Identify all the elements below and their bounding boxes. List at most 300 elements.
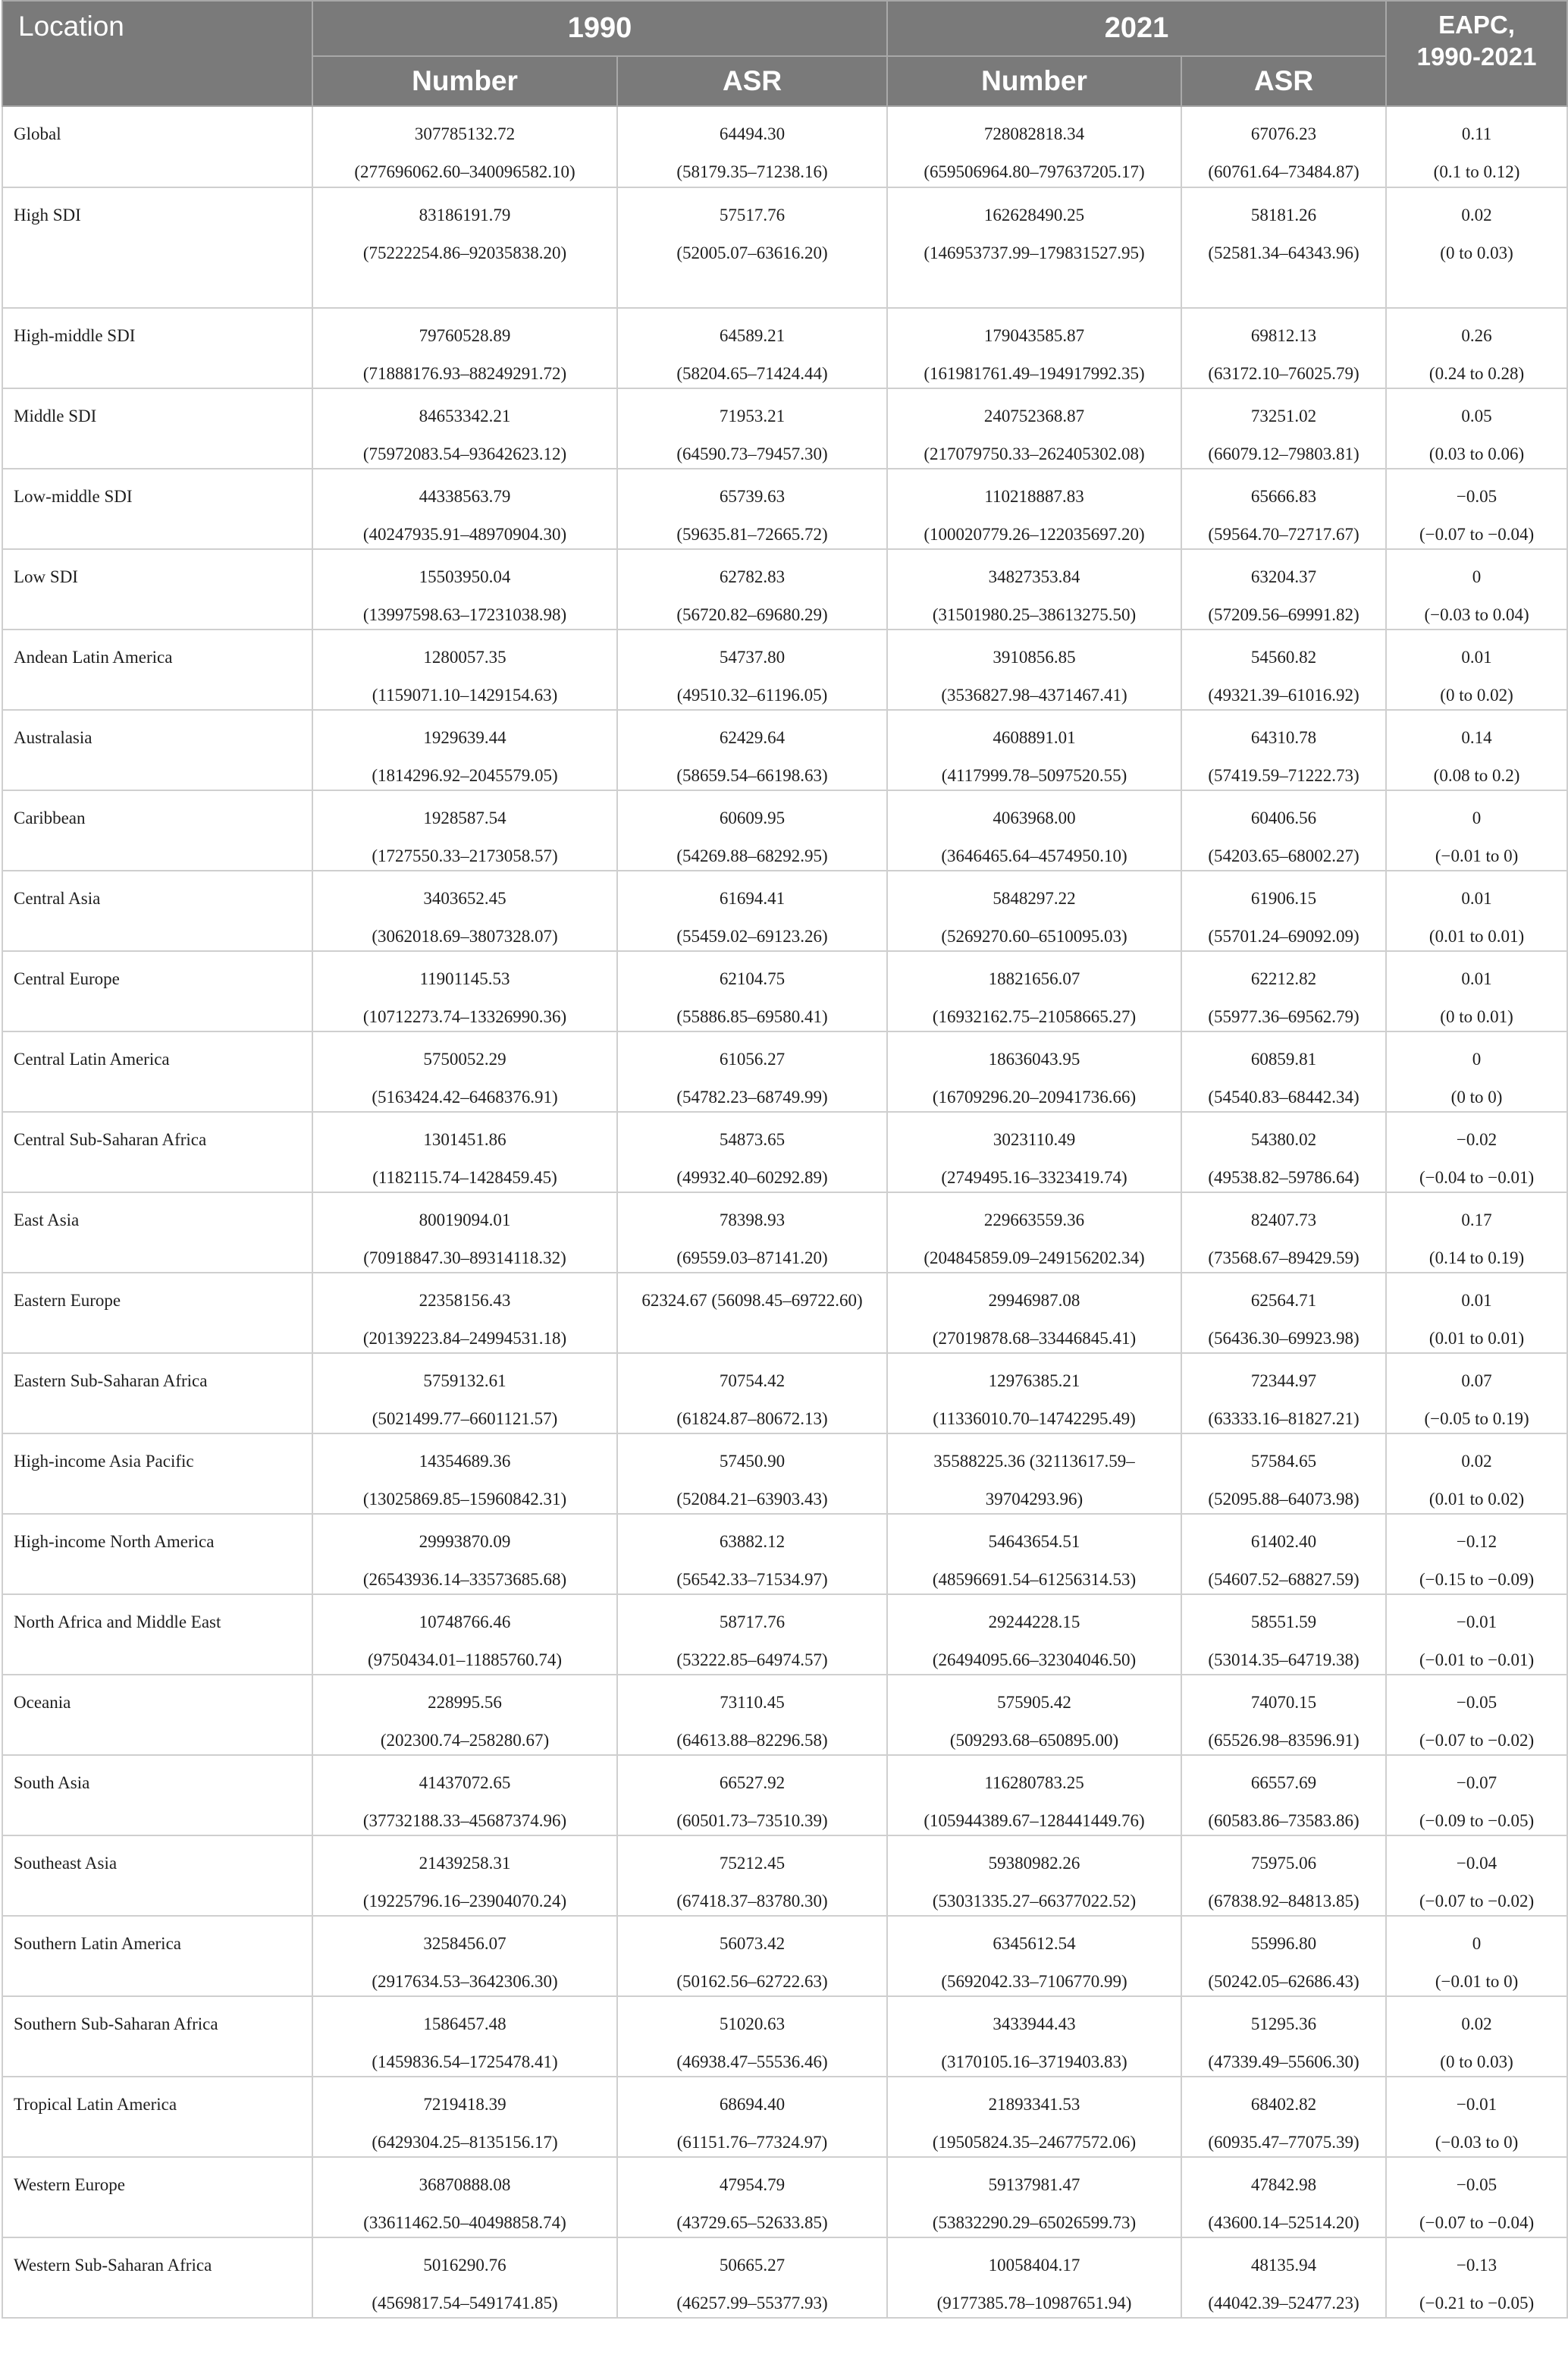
value: −0.05 — [1456, 1693, 1497, 1712]
value: 41437072.65 — [419, 1773, 511, 1792]
cell-eapc — [1386, 1112, 1567, 1192]
value: −0.12 — [1456, 1532, 1497, 1551]
header-asr-2021: ASR — [1181, 56, 1386, 106]
uncertainty-interval: (2917634.53–3642306.30) — [372, 1972, 558, 1991]
value: 63882.12 — [719, 1532, 786, 1551]
value: 82407.73 — [1250, 1210, 1317, 1229]
uncertainty-interval: (55459.02–69123.26) — [676, 927, 828, 946]
cell-number-2021 — [887, 1031, 1181, 1112]
cell-number-2021 — [887, 2237, 1181, 2318]
uncertainty-interval: (47339.49–55606.30) — [1208, 2052, 1359, 2071]
cell-number-1990 — [312, 2237, 617, 2318]
cell-asr-1990 — [617, 2077, 887, 2157]
value: 60859.81 — [1250, 1050, 1317, 1069]
cell-number-1990 — [312, 308, 617, 388]
value: 59380982.26 — [988, 1854, 1080, 1873]
cell-location — [2, 1675, 312, 1755]
cell-eapc — [1386, 1273, 1567, 1353]
value: 70754.42 — [719, 1371, 786, 1390]
value: 79760528.89 — [419, 326, 511, 345]
location-name: High SDI — [14, 206, 81, 224]
cell-asr-2021 — [1181, 549, 1386, 630]
value: 3023110.49 — [993, 1130, 1076, 1149]
value: 58181.26 — [1250, 206, 1317, 224]
uncertainty-interval: (13997598.63–17231038.98) — [362, 605, 567, 624]
cell-number-1990 — [312, 1433, 617, 1514]
cell-asr-2021 — [1181, 308, 1386, 388]
cell-location — [2, 469, 312, 549]
value: 75212.45 — [719, 1854, 786, 1873]
cell-location — [2, 951, 312, 1031]
uncertainty-interval: (0.24 to 0.28) — [1428, 364, 1525, 383]
uncertainty-interval: (0.14 to 0.19) — [1428, 1248, 1525, 1267]
cell-location — [2, 1996, 312, 2077]
location-name: Australasia — [14, 728, 93, 747]
cell-location — [2, 2077, 312, 2157]
value: 58717.76 — [719, 1612, 786, 1631]
uncertainty-interval: (−0.07 to −0.04) — [1419, 2213, 1535, 2232]
value: 116280783.25 — [984, 1773, 1084, 1792]
value: 62212.82 — [1250, 969, 1317, 988]
cell-location — [2, 106, 312, 187]
cell-eapc — [1386, 1996, 1567, 2077]
uncertainty-interval: (54540.83–68442.34) — [1208, 1088, 1359, 1107]
value: 35588225.36 (32113617.59– — [933, 1452, 1135, 1471]
uncertainty-interval: (44042.39–52477.23) — [1208, 2294, 1359, 2312]
value: 3258456.07 — [423, 1934, 506, 1953]
value: 44338563.79 — [419, 487, 511, 506]
uncertainty-interval: (61824.87–80672.13) — [676, 1409, 828, 1428]
cell-asr-1990 — [617, 1433, 887, 1514]
uncertainty-interval: (−0.09 to −0.05) — [1419, 1811, 1535, 1830]
cell-number-2021 — [887, 1916, 1181, 1996]
uncertainty-interval: (57419.59–71222.73) — [1208, 766, 1359, 785]
cell-eapc — [1386, 308, 1567, 388]
cell-eapc — [1386, 1675, 1567, 1755]
table-row — [2, 790, 1567, 871]
value: 73251.02 — [1250, 407, 1317, 425]
value: 34827353.84 — [988, 567, 1080, 586]
value: −0.05 — [1456, 487, 1497, 506]
value: 1586457.48 — [423, 2014, 506, 2033]
cell-asr-2021 — [1181, 1835, 1386, 1916]
cell-number-1990 — [312, 1192, 617, 1273]
cell-location — [2, 2237, 312, 2318]
cell-location — [2, 710, 312, 790]
value: 64494.30 — [719, 124, 786, 143]
cell-location — [2, 790, 312, 871]
value: 5759132.61 — [423, 1371, 506, 1390]
cell-asr-1990 — [617, 1835, 887, 1916]
location-name: North Africa and Middle East — [14, 1612, 221, 1631]
value: 307785132.72 — [414, 124, 516, 143]
uncertainty-interval: (54269.88–68292.95) — [676, 846, 828, 865]
cell-number-1990 — [312, 2157, 617, 2237]
cell-eapc — [1386, 1835, 1567, 1916]
uncertainty-interval: (58659.54–66198.63) — [676, 766, 828, 785]
cell-eapc — [1386, 1353, 1567, 1433]
data-table — [2, 0, 1568, 2319]
value: 18821656.07 — [988, 969, 1080, 988]
value: −0.01 — [1456, 1612, 1497, 1631]
cell-number-2021 — [887, 951, 1181, 1031]
uncertainty-interval: (55977.36–69562.79) — [1208, 1007, 1359, 1026]
value: 5750052.29 — [423, 1050, 506, 1069]
header-number-2021: Number — [887, 56, 1181, 106]
cell-asr-2021 — [1181, 2237, 1386, 2318]
value: 62104.75 — [719, 969, 786, 988]
uncertainty-interval: (67418.37–83780.30) — [676, 1892, 828, 1911]
cell-asr-2021 — [1181, 388, 1386, 469]
uncertainty-interval: (64613.88–82296.58) — [676, 1731, 828, 1750]
value: 1301451.86 — [423, 1130, 506, 1149]
uncertainty-interval: (58179.35–71238.16) — [676, 162, 828, 181]
uncertainty-interval: (6429304.25–8135156.17) — [372, 2133, 558, 2152]
cell-asr-2021 — [1181, 106, 1386, 187]
table-row — [2, 1755, 1567, 1835]
cell-number-2021 — [887, 1996, 1181, 2077]
value: 21893341.53 — [988, 2095, 1080, 2114]
cell-asr-2021 — [1181, 871, 1386, 951]
value: 67076.23 — [1250, 124, 1317, 143]
value: 14354689.36 — [419, 1452, 511, 1471]
value: 4063968.00 — [993, 809, 1076, 827]
value: 48135.94 — [1250, 2256, 1317, 2275]
uncertainty-interval: (1727550.33–2173058.57) — [372, 846, 558, 865]
uncertainty-interval: (−0.07 to −0.02) — [1419, 1892, 1535, 1911]
value: 55996.80 — [1250, 1934, 1317, 1953]
uncertainty-interval: (5692042.33–7106770.99) — [941, 1972, 1127, 1991]
value: 21439258.31 — [419, 1854, 511, 1873]
cell-asr-2021 — [1181, 1996, 1386, 2077]
cell-asr-1990 — [617, 1112, 887, 1192]
location-name: Eastern Europe — [14, 1291, 121, 1310]
uncertainty-interval: (55886.85–69580.41) — [676, 1007, 828, 1026]
cell-asr-2021 — [1181, 710, 1386, 790]
cell-asr-1990 — [617, 951, 887, 1031]
value: 36870888.08 — [419, 2175, 511, 2194]
table-row — [2, 1433, 1567, 1514]
location-name: East Asia — [14, 1210, 80, 1229]
uncertainty-interval: (53031335.27–66377022.52) — [932, 1892, 1137, 1911]
cell-number-1990 — [312, 469, 617, 549]
cell-location — [2, 1755, 312, 1835]
uncertainty-interval: (204845859.09–249156202.34) — [924, 1248, 1145, 1267]
uncertainty-interval: (9750434.01–11885760.74) — [368, 1650, 562, 1669]
table-row — [2, 1594, 1567, 1675]
cell-eapc — [1386, 1594, 1567, 1675]
uncertainty-interval: (−0.15 to −0.09) — [1419, 1570, 1535, 1589]
cell-asr-1990 — [617, 1353, 887, 1433]
cell-number-2021 — [887, 2077, 1181, 2157]
cell-eapc — [1386, 1916, 1567, 1996]
uncertainty-interval: (49538.82–59786.64) — [1208, 1168, 1359, 1187]
cell-asr-2021 — [1181, 187, 1386, 308]
table-row — [2, 106, 1567, 187]
cell-number-1990 — [312, 1031, 617, 1112]
uncertainty-interval: (0 to 0.03) — [1440, 2052, 1513, 2071]
value: 5848297.22 — [993, 889, 1076, 908]
uncertainty-interval: (0 to 0.03) — [1440, 243, 1513, 262]
cell-asr-2021 — [1181, 1675, 1386, 1755]
cell-number-1990 — [312, 1996, 617, 2077]
uncertainty-interval: (−0.01 to 0) — [1435, 846, 1519, 865]
cell-number-2021 — [887, 710, 1181, 790]
value: 61056.27 — [719, 1050, 786, 1069]
cell-number-2021 — [887, 1594, 1181, 1675]
value: 47842.98 — [1250, 2175, 1317, 2194]
uncertainty-interval: (0 to 0.02) — [1440, 686, 1513, 705]
uncertainty-interval: (1459836.54–1725478.41) — [372, 2052, 558, 2071]
uncertainty-interval: (−0.07 to −0.02) — [1419, 1731, 1535, 1750]
table-row — [2, 469, 1567, 549]
cell-location — [2, 308, 312, 388]
table-row — [2, 549, 1567, 630]
uncertainty-interval: (5269270.60–6510095.03) — [941, 927, 1127, 946]
uncertainty-interval: (0.01 to 0.01) — [1428, 927, 1525, 946]
value: 1280057.35 — [423, 648, 506, 667]
uncertainty-interval: (73568.67–89429.59) — [1208, 1248, 1359, 1267]
cell-location — [2, 388, 312, 469]
uncertainty-interval: (63333.16–81827.21) — [1208, 1409, 1359, 1428]
table-row — [2, 308, 1567, 388]
uncertainty-interval: (1814296.92–2045579.05) — [372, 766, 558, 785]
cell-number-2021 — [887, 187, 1181, 308]
value: 57584.65 — [1250, 1452, 1317, 1471]
cell-asr-1990 — [617, 871, 887, 951]
cell-asr-2021 — [1181, 1433, 1386, 1514]
table-row — [2, 1353, 1567, 1433]
uncertainty-interval: (46938.47–55536.46) — [676, 2052, 828, 2071]
value: 6345612.54 — [993, 1934, 1076, 1953]
location-name: Western Sub-Saharan Africa — [14, 2256, 212, 2275]
value: 0.01 — [1461, 889, 1492, 908]
value: 64310.78 — [1250, 728, 1317, 747]
cell-asr-1990 — [617, 2157, 887, 2237]
value: 74070.15 — [1250, 1693, 1317, 1712]
table-row — [2, 1112, 1567, 1192]
value: 57450.90 — [719, 1452, 786, 1471]
cell-number-1990 — [312, 1594, 617, 1675]
value: 11901145.53 — [419, 969, 510, 988]
cell-eapc — [1386, 1514, 1567, 1594]
cell-number-2021 — [887, 630, 1181, 710]
value: 78398.93 — [719, 1210, 786, 1229]
value: 63204.37 — [1250, 567, 1317, 586]
table-row — [2, 871, 1567, 951]
cell-asr-1990 — [617, 630, 887, 710]
value: 73110.45 — [720, 1693, 785, 1712]
cell-eapc — [1386, 1755, 1567, 1835]
value: 0.07 — [1461, 1371, 1492, 1390]
value: 179043585.87 — [983, 326, 1085, 345]
value: −0.05 — [1456, 2175, 1497, 2194]
cell-number-1990 — [312, 549, 617, 630]
cell-number-2021 — [887, 1353, 1181, 1433]
uncertainty-interval: (49510.32–61196.05) — [676, 686, 828, 705]
uncertainty-interval: (69559.03–87141.20) — [676, 1248, 828, 1267]
location-name: Global — [14, 124, 61, 143]
cell-location — [2, 1273, 312, 1353]
uncertainty-interval: (75972083.54–93642623.12) — [362, 444, 567, 463]
location-name: Southern Latin America — [14, 1934, 181, 1953]
cell-number-1990 — [312, 1835, 617, 1916]
value: 110218887.83 — [984, 487, 1084, 506]
uncertainty-interval: (105944389.67–128441449.76) — [924, 1811, 1145, 1830]
cell-eapc — [1386, 1433, 1567, 1514]
header-eapc-line2: 1990-2021 — [1416, 42, 1537, 71]
cell-location — [2, 549, 312, 630]
table-row — [2, 1514, 1567, 1594]
cell-asr-1990 — [617, 469, 887, 549]
uncertainty-interval: (9177385.78–10987651.94) — [936, 2294, 1132, 2312]
cell-location — [2, 630, 312, 710]
location-name: High-income North America — [14, 1532, 215, 1551]
uncertainty-interval: (0.08 to 0.2) — [1433, 766, 1520, 785]
uncertainty-interval: (19225796.16–23904070.24) — [362, 1892, 567, 1911]
uncertainty-interval: (56542.33–71534.97) — [676, 1570, 828, 1589]
value: 3910856.85 — [993, 648, 1076, 667]
uncertainty-interval: (13025869.85–15960842.31) — [362, 1490, 567, 1509]
table-row — [2, 1273, 1567, 1353]
cell-number-2021 — [887, 308, 1181, 388]
value: 0.01 — [1461, 969, 1492, 988]
value: 64589.21 — [719, 326, 786, 345]
uncertainty-interval: (509293.68–650895.00) — [949, 1731, 1119, 1750]
value: 0 — [1472, 1050, 1482, 1069]
cell-asr-1990 — [617, 790, 887, 871]
header-eapc — [1386, 1, 1567, 106]
cell-asr-2021 — [1181, 1273, 1386, 1353]
location-name: High-middle SDI — [14, 326, 136, 345]
cell-eapc — [1386, 951, 1567, 1031]
uncertainty-interval: (5021499.77–6601121.57) — [372, 1409, 558, 1428]
uncertainty-interval: (49321.39–61016.92) — [1208, 686, 1359, 705]
location-name: Low-middle SDI — [14, 487, 133, 506]
cell-asr-2021 — [1181, 951, 1386, 1031]
value: 29244228.15 — [988, 1612, 1080, 1631]
cell-number-2021 — [887, 871, 1181, 951]
uncertainty-interval: (5163424.42–6468376.91) — [372, 1088, 558, 1107]
uncertainty-interval: (277696062.60–340096582.10) — [354, 162, 575, 181]
value: 0 — [1472, 809, 1482, 827]
value: 61694.41 — [719, 889, 786, 908]
uncertainty-interval: (10712273.74–13326990.36) — [362, 1007, 567, 1026]
uncertainty-interval: (46257.99–55377.93) — [676, 2294, 828, 2312]
location-name: Southeast Asia — [14, 1854, 118, 1873]
location-name: Caribbean — [14, 809, 86, 827]
uncertainty-interval: (0 to 0.01) — [1440, 1007, 1513, 1026]
uncertainty-interval: (59635.81–72665.72) — [676, 525, 828, 544]
cell-asr-2021 — [1181, 630, 1386, 710]
cell-location — [2, 1916, 312, 1996]
uncertainty-interval: (0.01 to 0.02) — [1428, 1490, 1525, 1509]
value: 72344.97 — [1250, 1371, 1317, 1390]
cell-asr-1990 — [617, 2237, 887, 2318]
uncertainty-interval: (54203.65–68002.27) — [1208, 846, 1359, 865]
uncertainty-interval: (16709296.20–20941736.66) — [932, 1088, 1137, 1107]
uncertainty-interval: (57209.56–69991.82) — [1208, 605, 1359, 624]
uncertainty-interval: (−0.21 to −0.05) — [1419, 2294, 1535, 2312]
uncertainty-interval: (4117999.78–5097520.55) — [941, 766, 1127, 785]
uncertainty-interval: (0.1 to 0.12) — [1433, 162, 1520, 181]
value: 62564.71 — [1250, 1291, 1317, 1310]
value: 54643654.51 — [988, 1532, 1080, 1551]
header-location: Location — [2, 1, 312, 106]
uncertainty-interval: (−0.03 to 0.04) — [1424, 605, 1529, 624]
uncertainty-interval: (37732188.33–45687374.96) — [362, 1811, 567, 1830]
value: 0.05 — [1461, 407, 1492, 425]
value: 60406.56 — [1250, 809, 1317, 827]
uncertainty-interval: (43600.14–52514.20) — [1208, 2213, 1359, 2232]
uncertainty-interval: (3536827.98–4371467.41) — [941, 686, 1127, 705]
uncertainty-interval: (54607.52–68827.59) — [1208, 1570, 1359, 1589]
cell-number-2021 — [887, 1835, 1181, 1916]
cell-eapc — [1386, 790, 1567, 871]
table-row — [2, 951, 1567, 1031]
cell-number-2021 — [887, 388, 1181, 469]
cell-asr-1990 — [617, 1273, 887, 1353]
value: 0.02 — [1461, 2014, 1492, 2033]
value: 51020.63 — [719, 2014, 786, 2033]
value: −0.02 — [1456, 1130, 1497, 1149]
cell-location — [2, 2157, 312, 2237]
table-row — [2, 630, 1567, 710]
uncertainty-interval: 39704293.96) — [985, 1490, 1083, 1509]
value: 66557.69 — [1250, 1773, 1317, 1792]
cell-eapc — [1386, 871, 1567, 951]
cell-number-2021 — [887, 1112, 1181, 1192]
uncertainty-interval: (56436.30–69923.98) — [1208, 1329, 1359, 1348]
uncertainty-interval: (53014.35–64719.38) — [1208, 1650, 1359, 1669]
cell-asr-2021 — [1181, 1112, 1386, 1192]
value: 68694.40 — [719, 2095, 786, 2114]
uncertainty-interval: (55701.24–69092.09) — [1208, 927, 1359, 946]
cell-number-1990 — [312, 1755, 617, 1835]
cell-location — [2, 1835, 312, 1916]
uncertainty-interval: (0.01 to 0.01) — [1428, 1329, 1525, 1348]
value: 22358156.43 — [419, 1291, 511, 1310]
cell-number-1990 — [312, 710, 617, 790]
cell-number-1990 — [312, 388, 617, 469]
location-name: Tropical Latin America — [14, 2095, 177, 2114]
uncertainty-interval: (146953737.99–179831527.95) — [924, 243, 1145, 262]
value: 0.01 — [1461, 648, 1492, 667]
value: 54737.80 — [719, 648, 786, 667]
value: 51295.36 — [1250, 2014, 1317, 2033]
value: 0.17 — [1461, 1210, 1492, 1229]
cell-asr-1990 — [617, 1675, 887, 1755]
value: 54560.82 — [1250, 648, 1317, 667]
value: 61906.15 — [1250, 889, 1317, 908]
cell-eapc — [1386, 187, 1567, 308]
cell-number-1990 — [312, 187, 617, 308]
uncertainty-interval: (58204.65–71424.44) — [676, 364, 828, 383]
value: 0.01 — [1461, 1291, 1492, 1310]
cell-number-2021 — [887, 1755, 1181, 1835]
cell-number-2021 — [887, 790, 1181, 871]
value: 83186191.79 — [419, 206, 511, 224]
value: 69812.13 — [1250, 326, 1317, 345]
cell-eapc — [1386, 1031, 1567, 1112]
header-year-2021: 2021 — [887, 1, 1386, 56]
uncertainty-interval: (53832290.29–65026599.73) — [932, 2213, 1137, 2232]
uncertainty-interval: (26543936.14–33573685.68) — [362, 1570, 567, 1589]
uncertainty-interval: (100020779.26–122035697.20) — [924, 525, 1145, 544]
value: 0 — [1472, 1934, 1482, 1953]
uncertainty-interval: (59564.70–72717.67) — [1208, 525, 1359, 544]
cell-location — [2, 187, 312, 308]
